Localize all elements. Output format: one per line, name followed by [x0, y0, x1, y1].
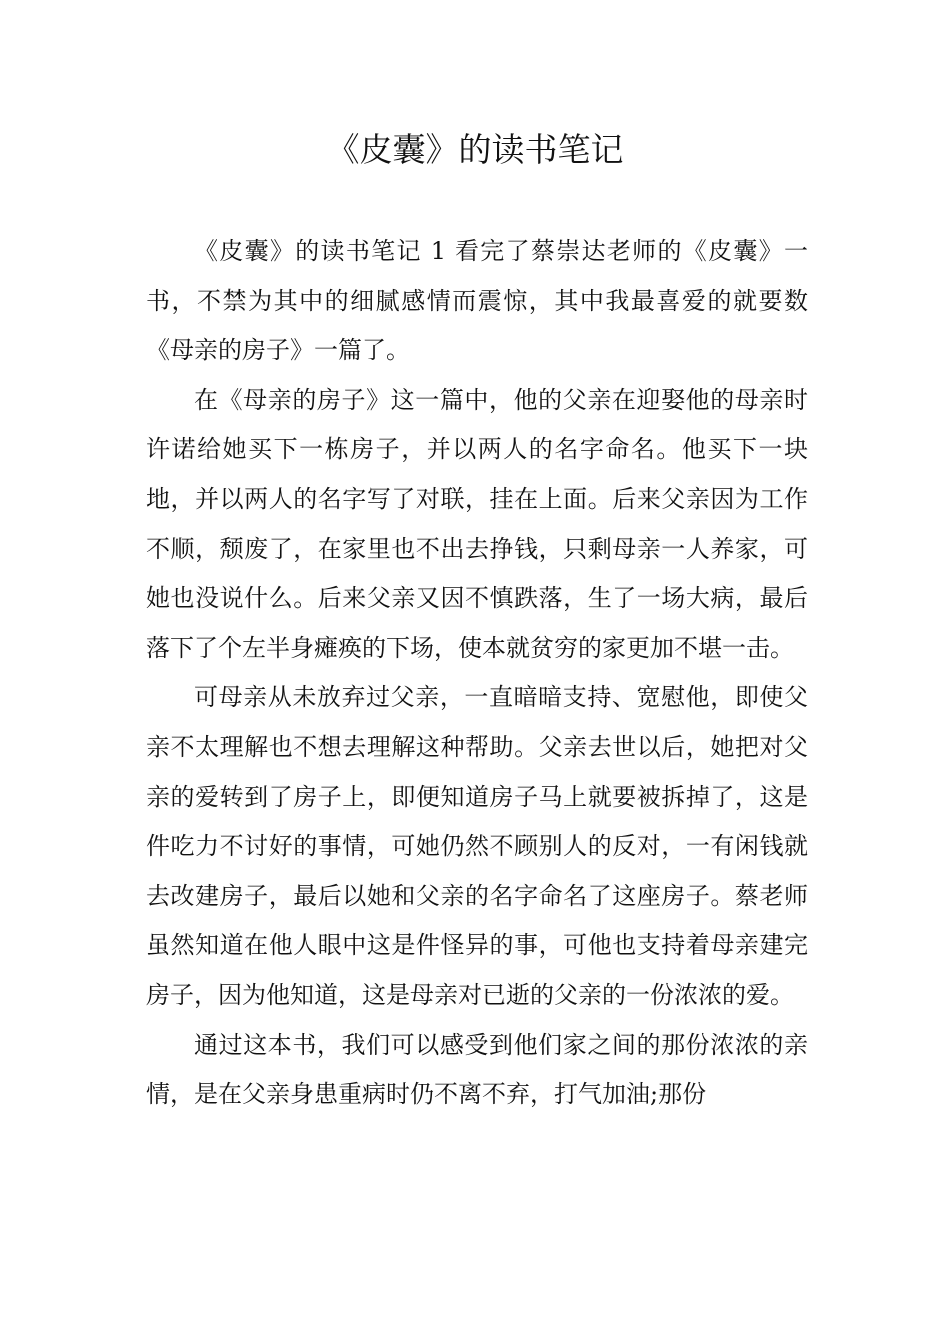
document-title: 《皮囊》的读书笔记	[326, 130, 624, 169]
paragraph-2: 在《母亲的房子》这一篇中，他的父亲在迎娶他的母亲时许诺给她买下一栋房子，并以两人的名字命名。他买下一块地，并以两人的名字写了对联，挂在上面。后来父亲因为工作不顺，颓废了，在家里也不出去挣钱，只剩母亲一人养家，可她也没说什么。后来父亲又因不慎跌落，生了一场大病，最后落下了个左半身瘫痪的下场，使本就贫穷的家更加不堪一击。	[146, 385, 808, 662]
document-body	[146, 227, 808, 1120]
paragraph-4: 通过这本书，我们可以感受到他们家之间的那份浓浓的亲情，是在父亲身患重病时仍不离不弃，打气加油;那份	[146, 1030, 808, 1109]
paragraph-1: 《皮囊》的读书笔记 1 看完了蔡崇达老师的《皮囊》一书，不禁为其中的细腻感情而震惊，其中我最喜爱的就要数《母亲的房子》一篇了。	[146, 237, 808, 365]
paragraph-3: 可母亲从未放弃过父亲，一直暗暗支持、宽慰他，即使父亲不太理解也不想去理解这种帮助。父亲去世以后，她把对父亲的爱转到了房子上，即便知道房子马上就要被拆掉了，这是件吃力不讨好的事情，可她仍然不顾别人的反对，一有闲钱就去改建房子，最后以她和父亲的名字命名了这座房子。蔡老师虽然知道在他人眼中这是件怪异的事，可他也支持着母亲建完房子，因为他知道，这是母亲对已逝的父亲的一份浓浓的爱。	[146, 683, 808, 1009]
